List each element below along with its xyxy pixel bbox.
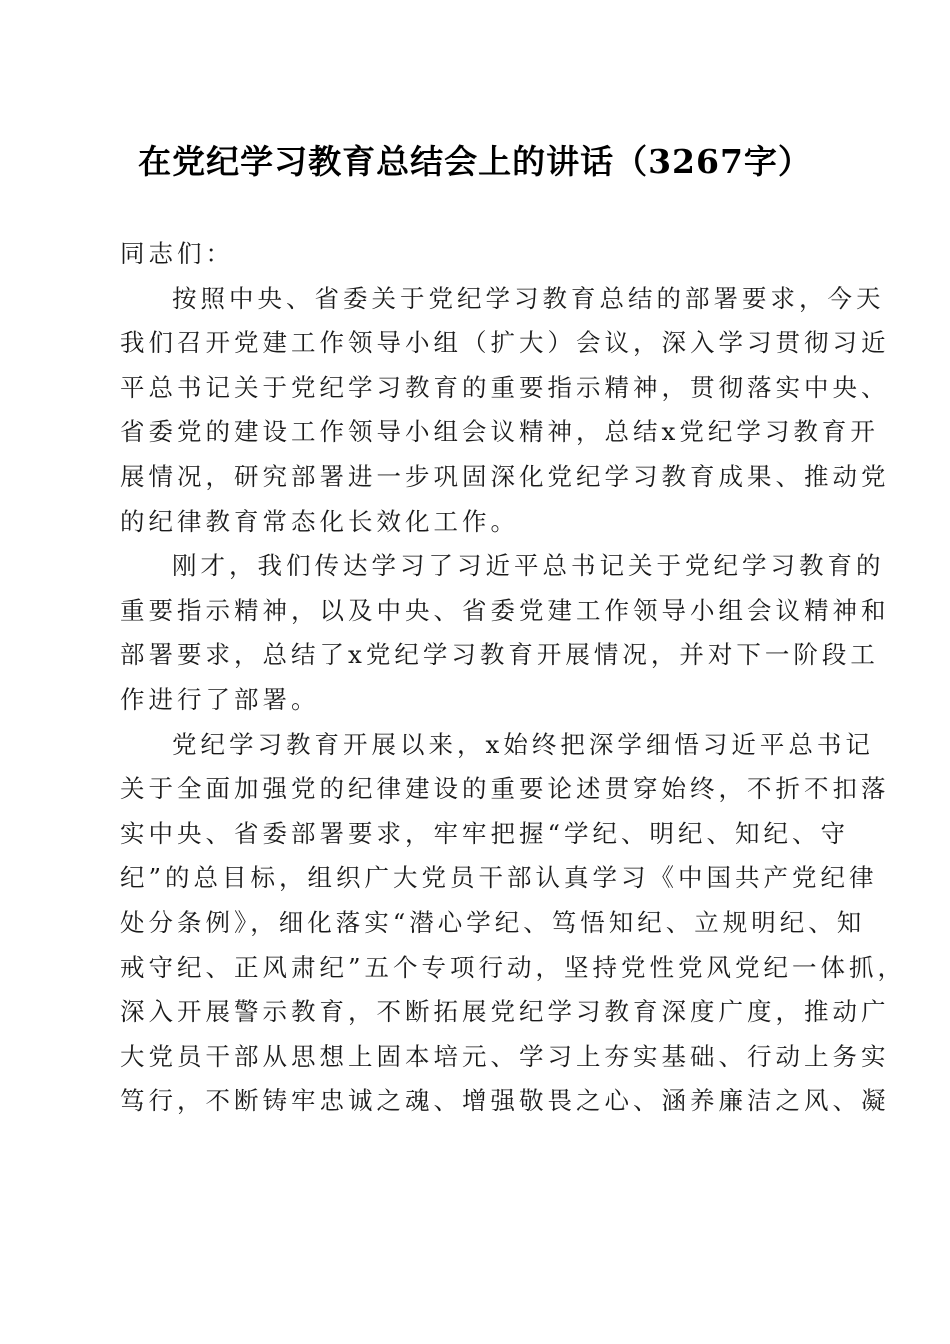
paragraph-2-line-1: 刚才，我们传达学习了习近平总书记关于党纪学习教育的 (172, 551, 885, 581)
paragraph-1-line-3: 平总书记关于党纪学习教育的重要指示精神，贯彻落实中央、 (120, 372, 890, 402)
paragraph-1-line-2: 我们召开党建工作领导小组（扩大）会议，深入学习贯彻习近 (120, 328, 890, 358)
paragraph-3-line-7: 深入开展警示教育，不断拓展党纪学习教育深度广度，推动广 (120, 997, 890, 1027)
paragraph-3-line-8: 大党员干部从思想上固本培元、学习上夯实基础、行动上务实 (120, 1041, 890, 1071)
paragraph-3-line-9: 笃行，不断铸牢忠诚之魂、增强敬畏之心、涵养廉洁之风、凝 (120, 1086, 890, 1116)
paragraph-2-line-4: 作进行了部署。 (120, 684, 320, 714)
paragraph-3-line-1: 党纪学习教育开展以来，x始终把深学细悟习近平总书记 (172, 729, 874, 759)
paragraph-1-line-4: 省委党的建设工作领导小组会议精神，总结x党纪学习教育开 (120, 417, 879, 447)
document-body (120, 232, 907, 1124)
paragraph-1-line-6: 的纪律教育常态化长效化工作。 (120, 506, 519, 536)
paragraph-3-line-2: 关于全面加强党的纪律建设的重要论述贯穿始终，不折不扣落 (120, 774, 890, 804)
paragraph-1-line-5: 展情况，研究部署进一步巩固深化党纪学习教育成果、推动党 (120, 461, 890, 491)
paragraph-3-line-3: 实中央、省委部署要求，牢牢把握“学纪、明纪、知纪、守 (120, 818, 850, 848)
paragraph-2-line-2: 重要指示精神，以及中央、省委党建工作领导小组会议精神和 (120, 595, 890, 625)
paragraph-2-line-3: 部署要求，总结了x党纪学习教育开展情况，并对下一阶段工 (120, 640, 879, 670)
salutation: 同志们： (120, 239, 234, 268)
document-title: 在党纪学习教育总结会上的讲话（3267字） (138, 142, 812, 181)
paragraph-3-line-6: 戒守纪、正风肃纪”五个专项行动，坚持党性党风党纪一体抓， (120, 952, 907, 982)
paragraph-3-line-4: 纪”的总目标，组织广大党员干部认真学习《中国共产党纪律 (120, 863, 878, 893)
paragraph-3-line-5: 处分条例》，细化落实“潜心学纪、笃悟知纪、立规明纪、知 (120, 907, 866, 937)
paragraph-1-line-1: 按照中央、省委关于党纪学习教育总结的部署要求，今天 (172, 283, 885, 313)
